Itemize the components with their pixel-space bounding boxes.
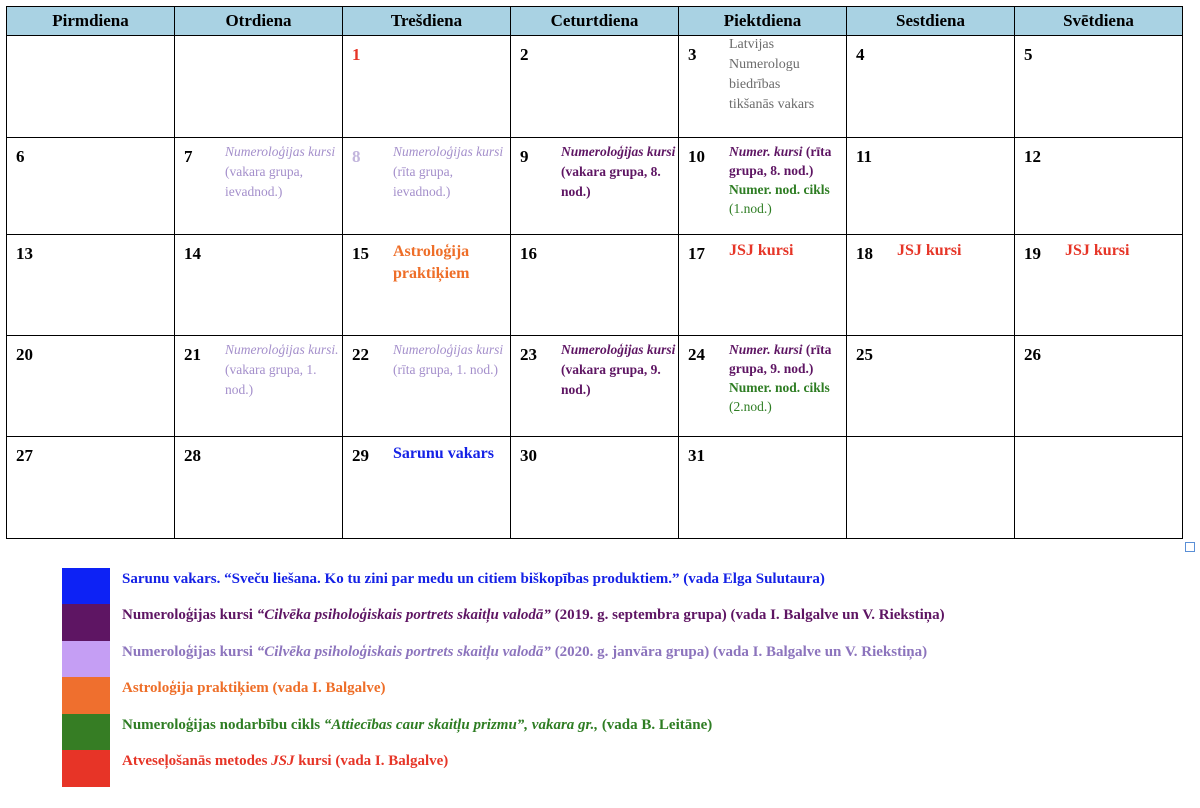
day-cell[interactable] — [847, 336, 1015, 437]
day-number: 3 — [688, 45, 697, 64]
day-number: 30 — [520, 446, 537, 465]
day-cell[interactable] — [343, 138, 511, 235]
legend-text-part: Numeroloģijas kursi — [122, 607, 257, 624]
day-cell[interactable] — [679, 437, 847, 539]
event-jsj-course: JSJ kursi — [897, 242, 962, 259]
event-detail: (vakara grupa, 8. nod.) — [561, 164, 661, 199]
day-cell[interactable] — [511, 336, 679, 437]
day-cell[interactable] — [7, 336, 175, 437]
legend-text — [122, 717, 712, 734]
legend-swatch — [62, 641, 110, 678]
day-number: 28 — [184, 446, 201, 465]
day-number: 24 — [688, 345, 705, 364]
day-cell[interactable] — [847, 235, 1015, 336]
event-detail: (rīta grupa, 1. nod.) — [393, 362, 498, 377]
day-cell[interactable] — [7, 235, 175, 336]
day-cell[interactable] — [679, 36, 847, 138]
legend-text: Astroloģija praktiķiem (vada I. Balgalve) — [122, 680, 386, 697]
day-number: 9 — [520, 147, 529, 166]
weekday-header-row — [7, 7, 1183, 36]
event-title: Numer. nod. cikls — [729, 380, 830, 395]
legend-text-part: Numeroloģijas kursi — [122, 643, 257, 660]
legend-text — [122, 753, 448, 770]
day-cell-empty — [847, 437, 1015, 539]
event-line: tikšanās vakars — [729, 97, 815, 112]
day-number: 19 — [1024, 244, 1041, 263]
day-cell[interactable] — [343, 336, 511, 437]
event-line: biedrības — [729, 77, 781, 92]
legend-swatch — [62, 677, 110, 714]
day-cell[interactable] — [679, 138, 847, 235]
legend-text-italic: JSJ — [271, 752, 295, 769]
day-number: 20 — [16, 345, 33, 364]
event-title: Numeroloģijas kursi — [561, 342, 676, 357]
day-number: 31 — [688, 446, 705, 465]
event-detail: (rīta grupa, 8. nod.) — [729, 144, 832, 178]
event-detail: (vakara grupa, ievadnod.) — [225, 164, 303, 199]
weekday-header: Svētdiena — [1015, 7, 1183, 36]
day-cell[interactable] — [511, 138, 679, 235]
event-detail: (vakara grupa, 9. nod.) — [561, 362, 661, 397]
day-cell[interactable] — [175, 235, 343, 336]
table-resize-handle[interactable] — [1185, 542, 1195, 552]
legend-swatch — [62, 750, 110, 787]
event-numerology-course — [561, 340, 676, 400]
day-number: 18 — [856, 244, 873, 263]
weekday-header: Trešdiena — [343, 7, 511, 36]
day-cell[interactable] — [679, 235, 847, 336]
day-cell[interactable] — [1015, 36, 1183, 138]
event-title: Numeroloģijas kursi — [561, 144, 676, 159]
event-numerology-cycle — [729, 182, 830, 216]
day-number: 5 — [1024, 45, 1033, 64]
legend-text — [122, 644, 927, 661]
day-cell[interactable] — [343, 36, 511, 138]
event-numerology-course — [729, 142, 844, 218]
event-title: Numer. nod. cikls — [729, 182, 830, 197]
legend-text-part: (2020. g. janvāra grupa) (vada I. Balgalve un V. Riekstiņa) — [550, 643, 928, 660]
day-number: 13 — [16, 244, 33, 263]
legend-text-part: Atveseļošanās metodes — [122, 752, 272, 769]
day-cell[interactable] — [343, 437, 511, 539]
legend-swatch — [62, 714, 110, 751]
event-numerology-course — [729, 340, 844, 416]
event-numerology-course — [393, 340, 508, 380]
event-meeting — [729, 35, 844, 115]
day-cell[interactable] — [7, 138, 175, 235]
legend-text — [122, 607, 945, 624]
legend-text-part: (2019. g. septembra grupa) (vada I. Balgalve un V. Riekstiņa) — [550, 607, 945, 624]
event-title: Numeroloģijas kursi — [393, 144, 504, 159]
day-cell[interactable] — [511, 437, 679, 539]
day-number: 22 — [352, 345, 369, 364]
event-line: Latvijas — [729, 37, 775, 52]
legend-swatch — [62, 604, 110, 641]
day-number: 17 — [688, 244, 705, 263]
day-cell[interactable] — [175, 437, 343, 539]
legend-text: Sarunu vakars. “Sveču liešana. Ko tu zini par medu un citiem biškopības produktiem.” (vada Elga Sulutaura) — [122, 571, 825, 587]
day-cell[interactable] — [847, 36, 1015, 138]
weekday-header: Sestdiena — [847, 7, 1015, 36]
day-cell[interactable] — [511, 36, 679, 138]
day-number: 7 — [184, 147, 193, 166]
day-number: 15 — [352, 244, 369, 263]
week-row — [7, 336, 1183, 437]
legend-text-part: Numeroloģijas nodarbību cikls — [122, 716, 324, 733]
day-number: 21 — [184, 345, 201, 364]
event-numerology-course — [225, 340, 340, 400]
event-jsj-course: JSJ kursi — [729, 242, 794, 259]
day-cell[interactable] — [679, 336, 847, 437]
day-number: 14 — [184, 244, 201, 263]
event-detail: (rīta grupa, ievadnod.) — [393, 164, 453, 199]
legend-text-part: kursi (vada I. Balgalve) — [294, 752, 449, 769]
event-title: Numeroloģijas kursi — [225, 144, 336, 159]
day-cell[interactable] — [1015, 336, 1183, 437]
day-number: 23 — [520, 345, 537, 364]
week-row — [7, 235, 1183, 336]
day-number: 26 — [1024, 345, 1041, 364]
weekday-header: Ceturtdiena — [511, 7, 679, 36]
event-detail: (rīta grupa, 9. nod.) — [729, 342, 832, 376]
day-number: 2 — [520, 45, 529, 64]
day-number: 10 — [688, 147, 705, 166]
event-title: Numer. kursi — [729, 342, 803, 357]
week-row — [7, 36, 1183, 138]
weekday-header: Piektdiena — [679, 7, 847, 36]
day-cell[interactable] — [175, 336, 343, 437]
day-number: 1 — [352, 45, 361, 64]
day-number: 16 — [520, 244, 537, 263]
day-cell[interactable] — [511, 235, 679, 336]
event-title: Numeroloģijas kursi — [393, 342, 504, 357]
legend-swatch — [62, 568, 110, 605]
day-number: 6 — [16, 147, 25, 166]
day-cell-empty — [175, 36, 343, 138]
day-number: 12 — [1024, 147, 1041, 166]
event-jsj-course: JSJ kursi — [1065, 242, 1130, 259]
legend-text-italic: “Cilvēka psiholoģiskais portrets skaitļu valodā” — [256, 607, 551, 624]
legend-text-italic: “Cilvēka psiholoģiskais portrets skaitļu valodā” — [256, 643, 551, 660]
day-number: 11 — [856, 147, 873, 166]
event-numerology-course — [393, 142, 508, 202]
event-line: Numerologu — [729, 57, 800, 72]
event-numerology-course — [561, 142, 676, 202]
event-numerology-cycle — [729, 380, 830, 414]
day-number: 25 — [856, 345, 873, 364]
event-title: Numer. kursi — [729, 144, 803, 159]
day-number: 27 — [16, 446, 33, 465]
event-numerology-course — [225, 142, 340, 202]
week-row — [7, 138, 1183, 235]
day-number: 8 — [352, 147, 361, 166]
legend-text-part: (vada B. Leitāne) — [598, 716, 713, 733]
event-astrology: Astroloģija praktiķiem — [393, 243, 470, 282]
day-cell[interactable] — [1015, 138, 1183, 235]
weekday-header: Otrdiena — [175, 7, 343, 36]
calendar-table — [6, 6, 1183, 539]
event-detail: (vakara grupa, 1. nod.) — [225, 362, 317, 397]
event-title: Numeroloģijas kursi. — [225, 342, 339, 357]
event-detail: (1.nod.) — [729, 201, 772, 216]
day-cell[interactable] — [1015, 235, 1183, 336]
day-cell-empty — [1015, 437, 1183, 539]
day-cell[interactable] — [343, 235, 511, 336]
day-cell[interactable] — [175, 138, 343, 235]
day-cell[interactable] — [7, 437, 175, 539]
weekday-header: Pirmdiena — [7, 7, 175, 36]
week-row — [7, 437, 1183, 539]
day-cell-empty — [7, 36, 175, 138]
day-number: 29 — [352, 446, 369, 465]
day-number: 4 — [856, 45, 865, 64]
day-cell[interactable] — [847, 138, 1015, 235]
event-detail: (2.nod.) — [729, 399, 772, 414]
event-talk-evening: Sarunu vakars — [393, 445, 494, 462]
legend-text-italic: “Attiecības caur skaitļu prizmu”, vakara gr., — [323, 716, 599, 733]
